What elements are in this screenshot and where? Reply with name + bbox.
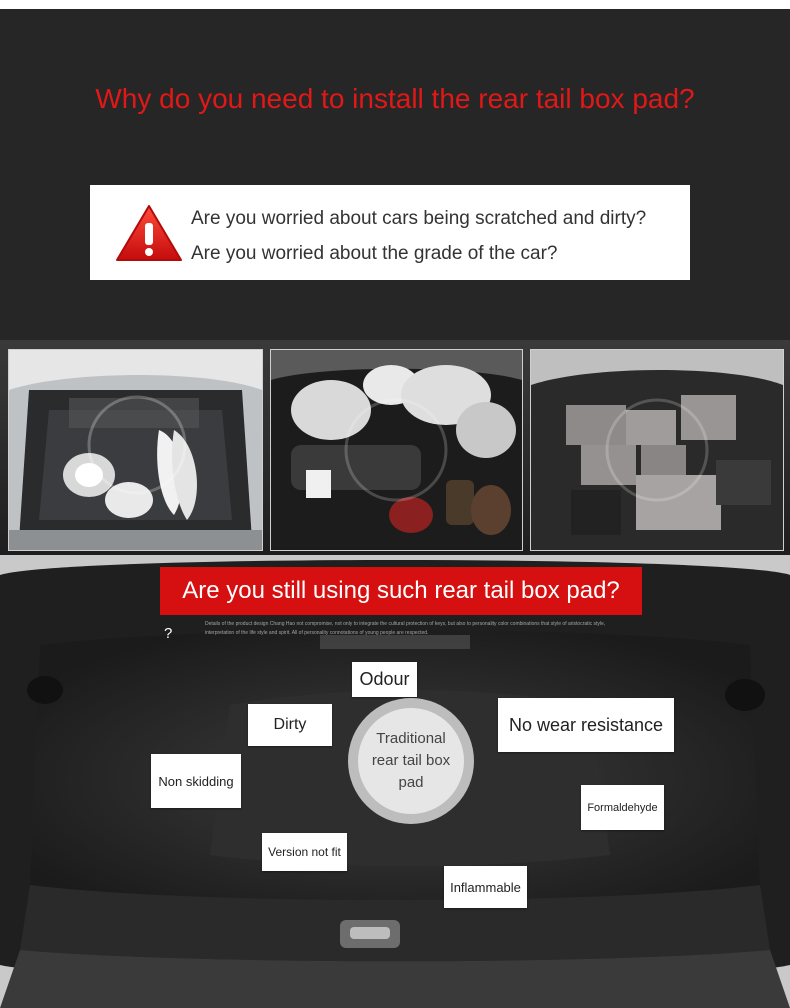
trunk-photo-1 [8,349,263,551]
center-badge-label: Traditional rear tail box pad [371,730,451,791]
trunk-photo-3 [530,349,784,551]
photo-strip [0,340,790,555]
problem-dirty: Dirty [248,704,332,746]
question-mark: ? [164,625,173,642]
center-badge [348,698,474,824]
warning-triangle-icon [114,203,184,263]
problem-inflammable: Inflammable [444,866,527,908]
top-strip [0,0,790,9]
trunk-scene [0,555,790,1008]
problem-version-not-fit: Version not fit [262,833,347,871]
concern-line-scratch: Are you worried about cars being scratched and dirty? [191,208,647,229]
problem-non-skidding: Non skidding [151,754,241,808]
fine-print: Details of the product design Chang Hao not compromise, not only to integrate the cultural protection of keys, but also to personality color combinations that style of aristocratic style, interpretation of the life style and spirit. All of personality connotations of young people are respected. [205,621,606,636]
trunk-photo-2 [270,349,523,551]
problem-odour: Odour [352,662,417,697]
trunk-photo-1-image [9,350,262,550]
problem-no-wear-resistance: No wear resistance [498,698,674,752]
trunk-photo-3-image [531,350,783,550]
trunk-photo-2-image [271,350,522,550]
page-headline: Why do you need to install the rear tail box pad? [95,83,695,114]
problem-formaldehyde: Formaldehyde [581,785,664,830]
question-banner: Are you still using such rear tail box pad? [160,567,642,615]
intro-section [0,0,790,340]
concern-box [90,185,690,280]
concern-line-grade: Are you worried about the grade of the car? [191,243,558,264]
center-badge-core [358,708,464,814]
